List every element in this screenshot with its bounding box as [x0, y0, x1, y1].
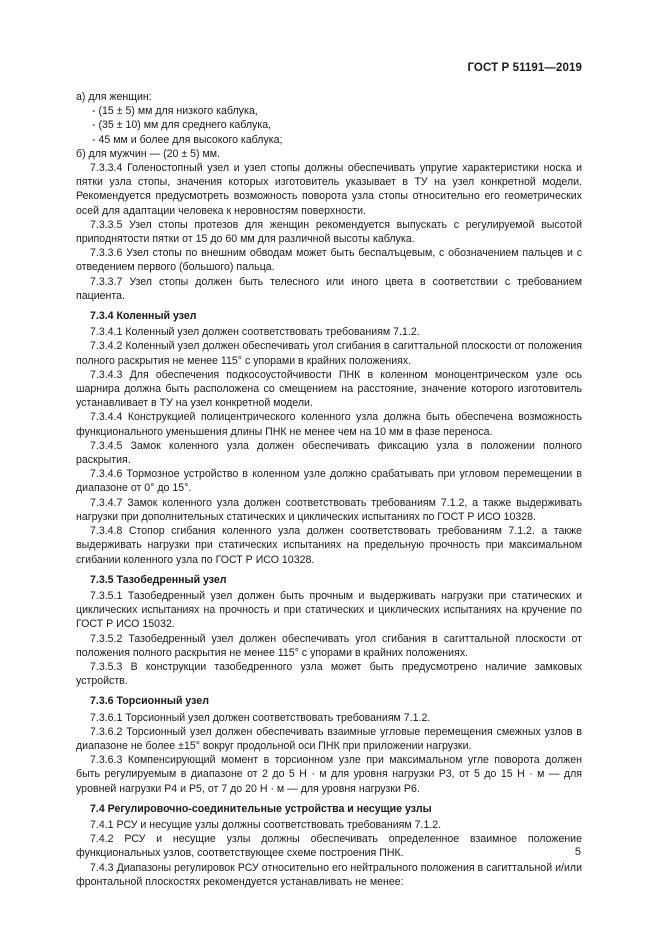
paragraph: 7.3.5.2 Тазобедренный узел должен обеспечивать угол сгибания в сагиттальной плоскости от положения полного раскрытия не менее 115° с упорами в крайних положениях.	[76, 632, 582, 659]
paragraph: 7.4.2 РСУ и несущие узлы должны обеспечивать определенное взаимное положение функциональных узлов, соответствующее схеме построения ПНК.	[76, 833, 582, 860]
paragraph: 7.4.3 Диапазоны регулировок РСУ относительно его нейтрального положения в сагиттальной и/или фронтальной плоскостях рекомендуется устанавливать не менее:	[76, 861, 582, 888]
section-heading: 7.3.4 Коленный узел	[90, 310, 197, 323]
paragraph: 7.3.5.1 Тазобедренный узел должен быть прочным и выдерживать нагрузки при статических и циклических испытаниях на прочность и при статических и циклических испытаниях на кручение по ГОСТ Р ИСО 15032.	[76, 589, 582, 631]
section-heading: 7.4 Регулировочно-соединительные устройства и несущие узлы	[90, 802, 432, 815]
paragraph: 7.3.6.3 Компенсирующий момент в торсионном узле при максимальном угле поворота должен быть регулируемым в диапазоне от 2 до 5 Н · м для уровня нагрузки Р3, от 5 до 15 Н · м — для уровней нагрузки Р4 и Р5, от 7 до 20 Н · м — для уровня нагрузки Р6.	[76, 754, 582, 795]
paragraph: 7.3.5.3 В конструкции тазобедренного узла может быть предусмотрено наличие замковых устройств.	[76, 660, 582, 688]
paragraph: б) для мужчин — (20 ± 5) мм.	[76, 147, 221, 160]
paragraph: 7.4.1 РСУ и несущие узлы должны соответствовать требованиям 7.1.2.	[90, 818, 442, 831]
paragraph: 7.3.4.5 Замок коленного узла должен обеспечивать фиксацию узла в положении полного раскрытия.	[76, 439, 582, 467]
section-heading: 7.3.6 Торсионный узел	[90, 695, 209, 708]
paragraph: 7.3.4.6 Тормозное устройство в коленном узле должно срабатывать при угловом перемещении в диапазоне от 0° до 15°.	[76, 468, 582, 495]
document-header: ГОСТ Р 51191—2019	[467, 62, 582, 74]
paragraph: 7.3.3.4 Голеностопный узел и узел стопы должны обеспечивать упругие характеристики носка и пятки узла стопы, значения которых изготовитель указывает в ТУ на узел конкретной модели. Рекомендуется предусмотреть возможность поворота узла стопы относительно его геометрических осей для адаптации человека к неровностям поверхности.	[76, 162, 582, 217]
list-item: - (35 ± 10) мм для среднего каблука,	[92, 119, 272, 132]
list-item: - (15 ± 5) мм для низкого каблука,	[92, 105, 258, 118]
page-number: 5	[574, 846, 581, 858]
section-heading: 7.3.5 Тазобедренный узел	[90, 573, 227, 586]
paragraph: 7.3.4.1 Коленный узел должен соответствовать требованиям 7.1.2.	[90, 326, 420, 339]
paragraph: 7.3.4.4 Конструкцией полицентрического коленного узла должна быть обеспечена возможность функционального уменьшения длины ПНК не менее чем на 10 мм в фазе переноса.	[76, 411, 582, 438]
paragraph: 7.3.3.7 Узел стопы должен быть телесного или иного цвета в соответствии с требованием пациента.	[76, 275, 582, 302]
paragraph: 7.3.3.6 Узел стопы по внешним обводам может быть беспалъцевым, с обозначением пальцев и с отведением первого (большого) пальца.	[76, 247, 582, 274]
paragraph: а) для женщин:	[76, 91, 152, 103]
paragraph: 7.3.6.2 Торсионный узел должен обеспечивать взаимные угловые перемещения смежных узлов в диапазоне не более ±15° вокруг продольной оси ПНК при приложении нагрузки.	[76, 725, 582, 752]
document-body	[76, 90, 582, 889]
paragraph: 7.3.4.8 Стопор сгибания коленного узла должен соответствовать требованиям 7.1.2. а также выдерживать нагрузки при статических испытаниях на предельную прочность при максимальном сгибании коленного узла по ГОСТ Р ИСО 10328.	[76, 525, 582, 566]
list-item: - 45 мм и более для высокого каблука;	[92, 133, 283, 146]
paragraph: 7.3.4.3 Для обеспечения подкосоустойчивости ПНК в коленном моноцентрическом узле ось шарнира должна быть расположена со смещением на расстояние, значение которого изготовитель устанавливает в ТУ на узел конкретной модели.	[76, 368, 582, 410]
paragraph: 7.3.3.5 Узел стопы протезов для женщин рекомендуется выпускать с регулируемой высотой приподнятости пятки от 15 до 60 мм для различной высоты каблука.	[76, 218, 582, 246]
paragraph: 7.3.4.7 Замок коленного узла должен соответствовать требованиям 7.1.2, а также выдерживать нагрузки при дополнительных статических и циклических испытаниях по ГОСТ Р ИСО 10328.	[76, 496, 582, 523]
paragraph: 7.3.4.2 Коленный узел должен обеспечивать угол сгибания в сагиттальной плоскости от положения полного раскрытия не менее 115° с упорами в крайних положениях.	[76, 340, 582, 367]
paragraph: 7.3.6.1 Торсионный узел должен соответствовать требованиям 7.1.2.	[90, 711, 431, 724]
